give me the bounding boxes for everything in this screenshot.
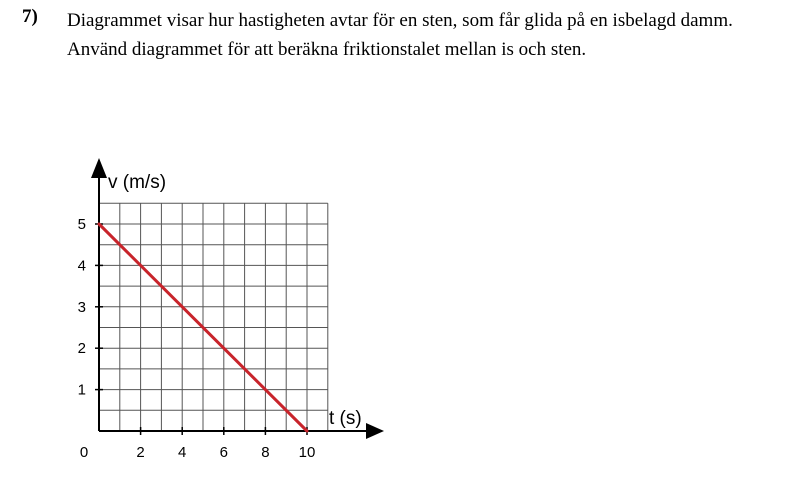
y-axis-arrow (91, 158, 107, 178)
x-tick-label: 4 (178, 444, 187, 461)
axes (91, 158, 384, 439)
x-axis-arrow (366, 423, 384, 439)
tick-labels (78, 216, 316, 461)
problem-text: Diagrammet visar hur hastigheten avtar för en sten, som får glida på en isbelagd damm. Använd diagrammet för att beräkna friktionstalet mellan is och sten. (67, 10, 733, 60)
x-tick-label: 8 (261, 444, 270, 461)
y-tick-label: 2 (77, 340, 86, 358)
y-tick-label: 3 (77, 298, 86, 316)
x-tick-label: 0 (79, 444, 89, 461)
grid (99, 203, 328, 431)
x-axis-label: t (s) (329, 408, 362, 429)
y-axis-label: v (m/s) (108, 172, 167, 193)
y-tick-label: 1 (77, 381, 86, 399)
x-tick-label: 6 (219, 444, 228, 461)
x-tick-label: 10 (298, 444, 316, 461)
x-tick-label: 2 (136, 444, 145, 461)
problem-number: 7) (22, 6, 38, 27)
y-tick-label: 5 (77, 216, 86, 233)
y-tick-label: 4 (77, 257, 86, 275)
